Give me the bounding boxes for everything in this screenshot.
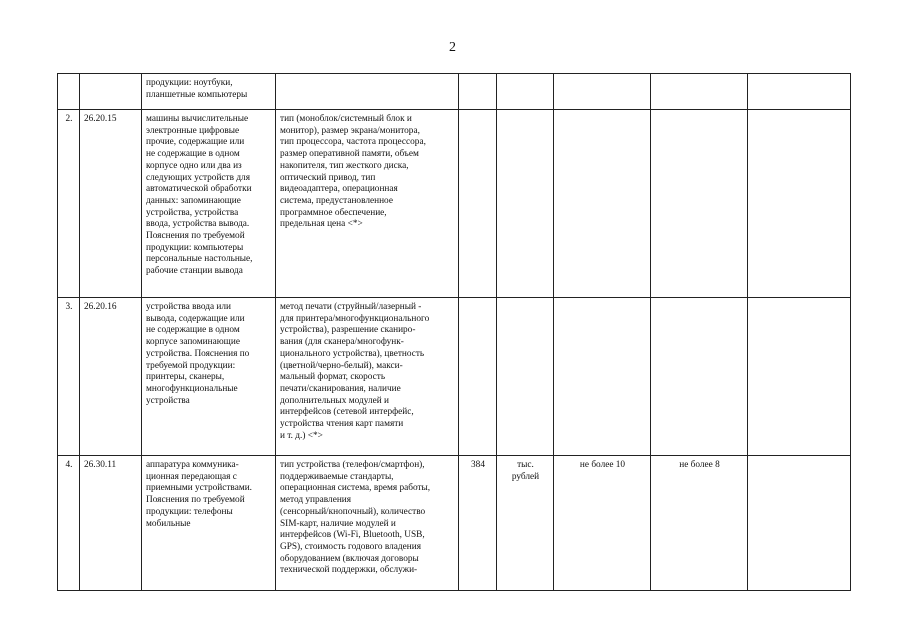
product-name-cell: продукции: ноутбуки, планшетные компьютеры bbox=[142, 74, 276, 110]
unit-code-cell bbox=[459, 298, 497, 456]
table-row bbox=[58, 74, 851, 110]
table-row bbox=[58, 456, 851, 591]
value-cell-2 bbox=[651, 110, 748, 298]
page-number: 2 bbox=[449, 40, 456, 55]
unit-code-cell bbox=[459, 110, 497, 298]
product-name-cell: машины вычислительные электронные цифровые прочие, содержащие или не содержащие в одном корпусе одно или два из следующих устройств для автоматической обработки данных: запоминающие устройства, устройства ввода, устройства вывода. Пояснения по требуемой продукции: компьютеры персональные настольные, рабочие станции вывода bbox=[142, 110, 276, 298]
characteristics-cell bbox=[276, 74, 459, 110]
row-number-cell: 3. bbox=[58, 298, 80, 456]
value-cell-1 bbox=[554, 110, 651, 298]
okpd-code-cell: 26.30.11 bbox=[80, 456, 142, 591]
characteristics-cell: тип устройства (телефон/смартфон), поддерживаемые стандарты, операционная система, время работы, метод управления (сенсорный/кнопочный), количество SIM-карт, наличие модулей и интерфейсов (Wi-Fi, Bluetooth, USB, GPS), стоимость годового владения оборудованием (включая договоры технической поддержки, обслужи- bbox=[276, 456, 459, 591]
okpd-code-cell: 26.20.16 bbox=[80, 298, 142, 456]
product-name-cell: устройства ввода или вывода, содержащие или не содержащие в одном корпусе запоминающие устройства. Пояснения по требуемой продукции: принтеры, сканеры, многофункциональные устройства bbox=[142, 298, 276, 456]
characteristics-cell: тип (моноблок/системный блок и монитор), размер экрана/монитора, тип процессора, частота процессора, размер оперативной памяти, объем накопителя, тип жесткого диска, оптический привод, тип видеоадаптера, операционная система, предустановленное программное обеспечение, предельная цена <*> bbox=[276, 110, 459, 298]
okpd-code-cell: 26.20.15 bbox=[80, 110, 142, 298]
unit-name-cell bbox=[497, 110, 554, 298]
value-cell-2 bbox=[651, 298, 748, 456]
requirements-table bbox=[57, 73, 851, 591]
unit-name-cell: тыс. рублей bbox=[497, 456, 554, 591]
value-cell-3 bbox=[748, 456, 851, 591]
unit-name-cell bbox=[497, 298, 554, 456]
value-cell-1: не более 10 bbox=[554, 456, 651, 591]
value-cell-3 bbox=[748, 74, 851, 110]
okpd-code-cell bbox=[80, 74, 142, 110]
value-cell-2 bbox=[651, 74, 748, 110]
table-row bbox=[58, 298, 851, 456]
value-cell-1 bbox=[554, 298, 651, 456]
unit-code-cell: 384 bbox=[459, 456, 497, 591]
row-number-cell: 4. bbox=[58, 456, 80, 591]
value-cell-3 bbox=[748, 110, 851, 298]
value-cell-2: не более 8 bbox=[651, 456, 748, 591]
row-number-cell: 2. bbox=[58, 110, 80, 298]
table-row bbox=[58, 110, 851, 298]
value-cell-1 bbox=[554, 74, 651, 110]
characteristics-cell: метод печати (струйный/лазерный - для принтера/многофункционального устройства), разрешение сканиро- вания (для сканера/многофунк- ционального устройства), цветность (цветной/черно-белый), макси- мальный формат, скорость печати/сканирования, наличие дополнительных модулей и интерфейсов (сетевой интерфейс, устройства чтения карт памяти и т. д.) <*> bbox=[276, 298, 459, 456]
unit-name-cell bbox=[497, 74, 554, 110]
unit-code-cell bbox=[459, 74, 497, 110]
product-name-cell: аппаратура коммуника- ционная передающая с приемными устройствами. Пояснения по требуемой продукции: телефоны мобильные bbox=[142, 456, 276, 591]
row-number-cell bbox=[58, 74, 80, 110]
value-cell-3 bbox=[748, 298, 851, 456]
